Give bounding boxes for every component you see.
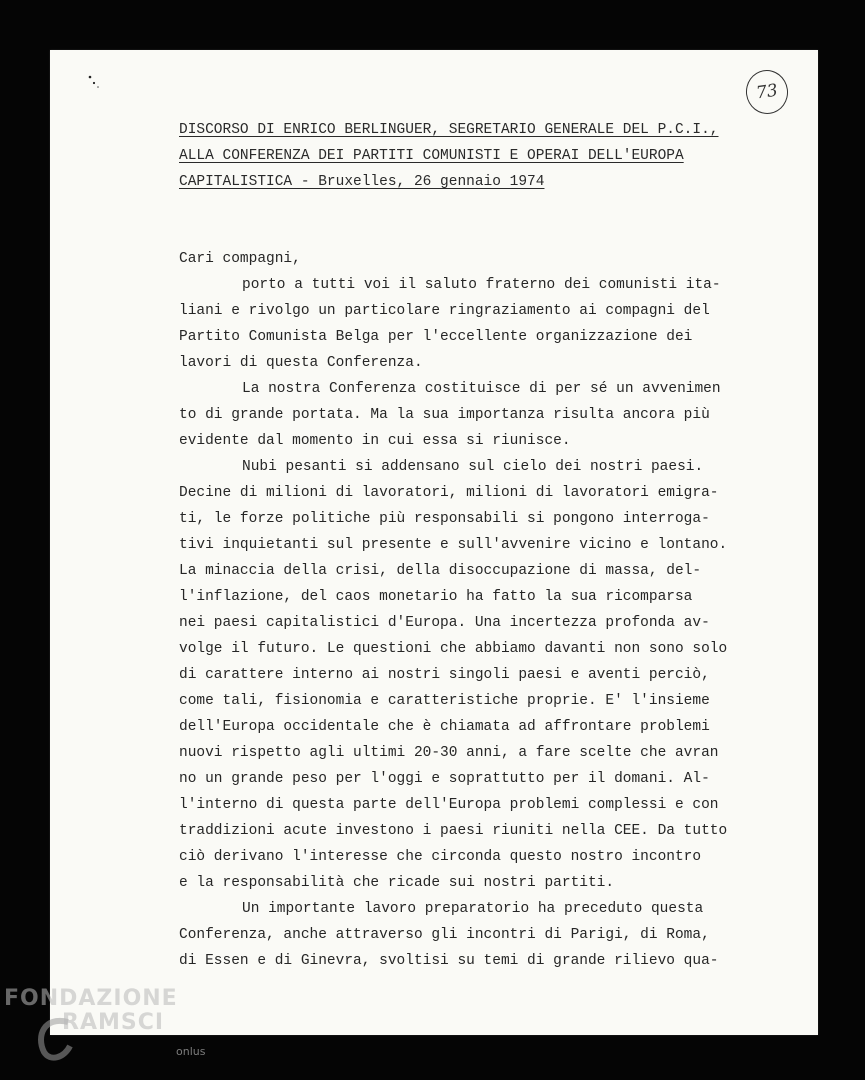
- text-line: Partito Comunista Belga per l'eccellente organizzazione dei: [179, 329, 693, 345]
- text-line: nei paesi capitalistici d'Europa. Una incertezza profonda av-: [179, 615, 710, 631]
- text-line: come tali, fisionomia e caratteristiche proprie. E' l'insieme: [179, 693, 710, 709]
- document-title: [179, 117, 779, 195]
- text-line: ti, le forze politiche più responsabili si pongono interroga-: [179, 511, 710, 527]
- title-line: CAPITALISTICA - Bruxelles, 26 gennaio 1974: [179, 174, 545, 190]
- text-line: liani e rivolgo un particolare ringraziamento ai compagni del: [179, 303, 710, 319]
- text-line: e la responsabilità che ricade sui nostri partiti.: [179, 875, 615, 891]
- text-line: dell'Europa occidentale che è chiamata ad affrontare problemi: [179, 719, 710, 735]
- text-line: Decine di milioni di lavoratori, milioni di lavoratori emigra-: [179, 485, 719, 501]
- text-line: Nubi pesanti si addensano sul cielo dei nostri paesi.: [242, 459, 704, 475]
- text-line: l'interno di questa parte dell'Europa problemi complessi e con: [179, 797, 719, 813]
- page-number: 73: [743, 67, 791, 116]
- text-line: Conferenza, anche attraverso gli incontri di Parigi, di Roma,: [179, 927, 710, 943]
- text-line: Un importante lavoro preparatorio ha preceduto questa: [242, 901, 704, 917]
- text-line: porto a tutti voi il saluto fraterno dei comunisti ita-: [242, 277, 721, 293]
- text-line: volge il futuro. Le questioni che abbiamo davanti non sono solo: [179, 641, 728, 657]
- document-page: [50, 50, 818, 1035]
- text-line: ciò derivano l'interesse che circonda questo nostro incontro: [179, 849, 702, 865]
- watermark-line1: FONDAZIONE: [4, 986, 178, 1011]
- text-line: lavori di questa Conferenza.: [179, 355, 423, 371]
- text-line: di carattere interno ai nostri singoli paesi e aventi perciò,: [179, 667, 710, 683]
- title-line: ALLA CONFERENZA DEI PARTITI COMUNISTI E OPERAI DELL'EUROPA: [179, 148, 684, 164]
- text-line: to di grande portata. Ma la sua importanza risulta ancora più: [179, 407, 710, 423]
- text-line: no un grande peso per l'oggi e soprattutto per il domani. Al-: [179, 771, 710, 787]
- text-line: tivi inquietanti sul presente e sull'avvenire vicino e lontano.: [179, 537, 728, 553]
- margin-mark-icon: [86, 72, 106, 92]
- text-line: Cari compagni,: [179, 251, 301, 267]
- watermark-sub: onlus: [176, 1045, 206, 1058]
- watermark-line2: RAMSCI: [62, 1010, 165, 1035]
- watermark-logo: [4, 986, 234, 1076]
- title-line: DISCORSO DI ENRICO BERLINGUER, SEGRETARIO GENERALE DEL P.C.I.,: [179, 122, 719, 138]
- text-line: l'inflazione, del caos monetario ha fatto la sua ricomparsa: [179, 589, 693, 605]
- text-line: La nostra Conferenza costituisce di per sé un avvenimen: [242, 381, 721, 397]
- body-text: [179, 246, 779, 974]
- text-line: di Essen e di Ginevra, svoltisi su temi di grande rilievo qua-: [179, 953, 719, 969]
- text-line: La minaccia della crisi, della disoccupazione di massa, del-: [179, 563, 702, 579]
- text-line: nuovi rispetto agli ultimi 20-30 anni, a fare scelte che avran: [179, 745, 719, 761]
- text-line: traddizioni acute investono i paesi riuniti nella CEE. Da tutto: [179, 823, 728, 839]
- text-line: evidente dal momento in cui essa si riunisce.: [179, 433, 571, 449]
